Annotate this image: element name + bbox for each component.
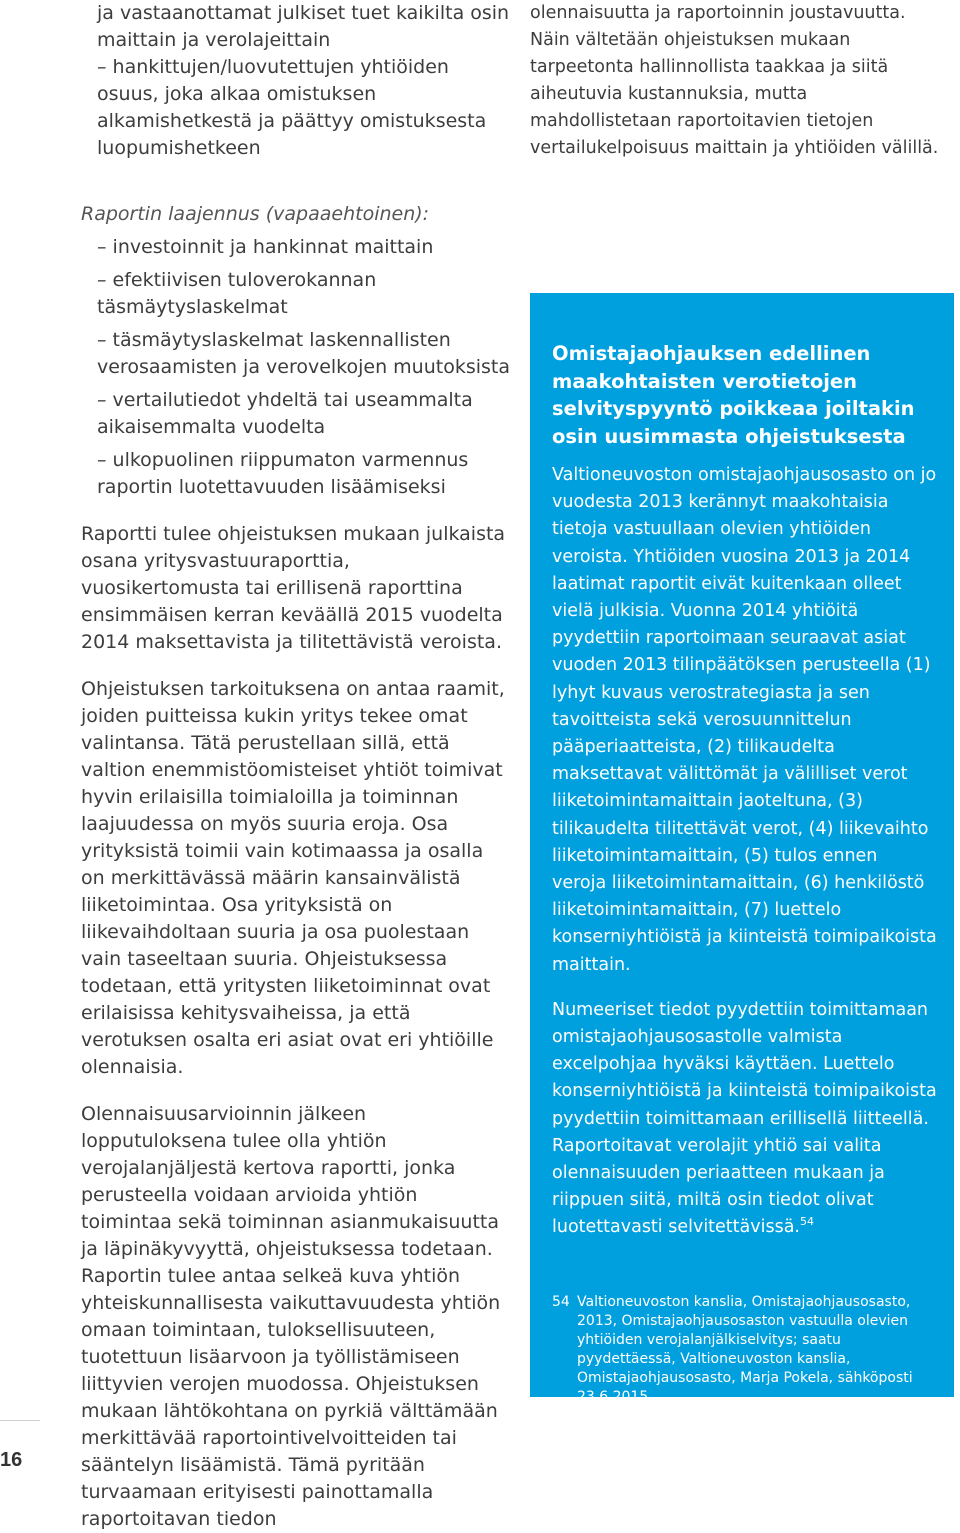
list-item: – efektiivisen tuloverokannan täsmäytyslaskelmat [97, 269, 377, 318]
intro-line-1: ja vastaanottamat julkiset tuet kaikilta osin [97, 2, 510, 24]
list-item: – vertailutiedot yhdeltä tai useammalta aikaisemmalta vuodelta [97, 389, 473, 438]
optional-heading: Raportin laajennus (vapaaehtoinen): [81, 203, 430, 225]
paragraph-continued: olennaisuutta ja raportoinnin joustavuutta. Näin vältetään ohjeistuksen mukaan tarpeetonta hallinnollista taakkaa ja siitä aiheutuvia kustannuksia, mutta mahdollistetaan raportoitavien tietojen vertailukelpoisuus maittain ja yhtiöiden välillä. [530, 3, 939, 158]
info-box-paragraph-1: Valtioneuvoston omistajaohjausosasto on jo vuodesta 2013 kerännyt maakohtaisia tietoja vastuullaan olevien yhtiöiden veroista. Yhtiöiden vuosina 2013 ja 2014 laatimat raportit eivät kuitenkaan olleet vielä julkisia. Vuonna 2014 yhtiöitä pyydettiin raportoimaan seuraavat asiat vuoden 2013 tilinpäätöksen perusteella (1) lyhyt kuvaus verostrategiasta ja sen tavoitteista sekä verosuunnittelun pääperiaatteista, (2) tilikaudelta maksettavat välittömät ja välilliset verot liiketoimintamaittain jaoteltuna, (3) tilikaudelta tilitettävät verot, (4) liikevaihto liiketoimintamaittain, (5) tulos ennen veroja liiketoimintamaittain, (6) henkilöstö liiketoimintamaittain, (7) luettelo konserniyhtiöistä ja kiinteistä toimipaikoista maittain. [552, 465, 937, 975]
info-box-paragraph-2 [552, 997, 937, 1242]
list-item: – täsmäytyslaskelmat laskennallisten verosaamisten ja verovelkojen muutoksista [97, 329, 511, 378]
info-box-content [552, 340, 937, 1242]
intro-line-2: maittain ja verolajeittain [97, 29, 331, 51]
right-column [530, 0, 955, 162]
info-box-paragraph-2-text: Numeeriset tiedot pyydettiin toimittamaan omistajaohjausosastolle valmista excelpohjaa hyväksi käyttäen. Luettelo konserniyhtiöistä ja kiinteistä toimipaikoista pyydettiin toimittamaan erillisellä liitteellä. Raportoitavat verolajit yhtiö sai valita olennaisuuden periaatteen mukaan ja riippuen siitä, miltä osin tiedot olivat luotettavasti selvitettävissä. [552, 999, 937, 1238]
footnote-number: 54 [552, 1294, 570, 1310]
list-item: – hankittujen/luovutettujen yhtiöiden osuus, joka alkaa omistuksen alkamishetkestä ja päättyy omistuksesta luopumishetkeen [97, 56, 487, 159]
paragraph-purpose: Ohjeistuksen tarkoituksena on antaa raamit, joiden puitteissa kukin yritys tekee omat valintansa. Tätä perustellaan sillä, että valtion enemmistöomisteiset yhtiöt toimivat hyvin erilaisilla toimialoilla ja toiminnan laajuudessa on myös suuria eroja. Osa yrityksistä toimii vain kotimaassa ja osalla on merkittävässä määrin kansainvälistä liiketoimintaa. Osa yrityksistä on liikevaihdoltaan suuria ja osa puolestaan vain taseeltaan suuria. Ohjeistuksessa todetaan, että yritysten liiketoiminnat ovat erilaisissa kehitysvaiheissa, ja että verotuksen osalta eri asiat ovat eri yhtiöille olennaisia. [81, 678, 505, 1078]
list-item: – investoinnit ja hankinnat maittain [97, 236, 434, 258]
page-number-divider [0, 1420, 40, 1421]
footnote [552, 1293, 932, 1407]
info-box [530, 293, 954, 1405]
list-item: – ulkopuolinen riippumaton varmennus raportin luotettavuuden lisäämiseksi [97, 449, 469, 498]
optional-list [81, 234, 521, 501]
paragraph-publication: Raportti tulee ohjeistuksen mukaan julkaista osana yritysvastuuraporttia, vuosikertomusta tai erillisenä raporttina ensimmäisen kerran keväällä 2015 vuodelta 2014 maksettavista ja tilitettävistä veroista. [81, 523, 506, 653]
footnote-reference: 54 [800, 1215, 814, 1229]
left-column [81, 0, 521, 1533]
footnote-text: Valtioneuvoston kanslia, Omistajaohjausosasto, 2013, Omistajaohjausosaston vastuulla olevien yhtiöiden verojalanjälkiselvitys; saatu pyydettäessä, Valtioneuvoston kanslia, Omistajaohjausosasto, Marja Pokela, sähköposti 23.6.2015 [577, 1294, 913, 1405]
paragraph-outcome: Olennaisuusarvioinnin jälkeen lopputuloksena tulee olla yhtiön verojalanjäljestä kertova raportti, jonka perusteella voidaan arvioida yhtiön toimintaa sekä toiminnan asianmukaisuutta ja läpinäkyvyyttä, ohjeistuksessa todetaan. Raportin tulee antaa selkeä kuva yhtiön yhteiskunnallisesta vaikuttavuudesta yhtiön omaan toimintaan, tuloksellisuuteen, tuotettuun lisäarvoon ja työllistämiseen liittyvien verojen muodossa. Ohjeistuksen mukaan lähtökohtana on pyrkiä välttämään merkittävää raportointivelvoitteiden tai sääntelyn lisäämistä. Tämä pyritään turvaamaan erityisesti painottamalla raportoitavan tiedon [81, 1103, 501, 1530]
info-box-heading: Omistajaohjauksen edellinen maakohtaisten verotietojen selvityspyyntö poikkeaa joiltakin osin uusimmasta ohjeistuksesta [552, 342, 915, 448]
page-number: 16 [0, 1449, 23, 1471]
